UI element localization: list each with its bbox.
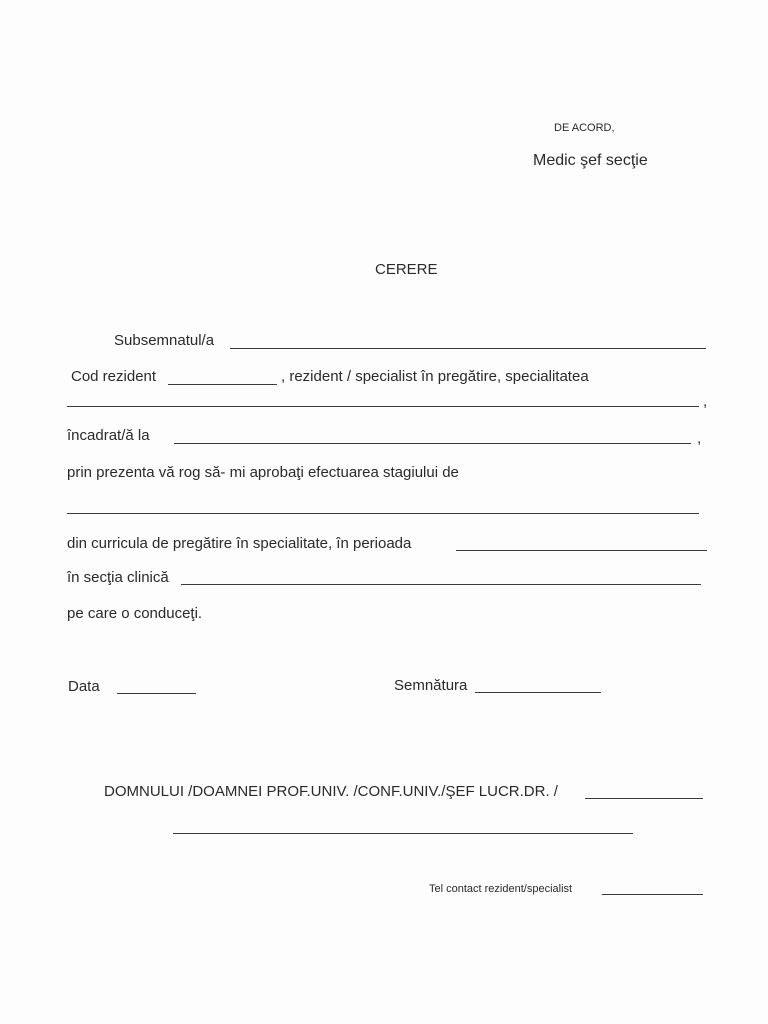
perioada-field[interactable] [456,550,707,551]
addressee-extra-field[interactable] [173,833,633,834]
cod-rezident-label: Cod rezident [71,368,157,385]
data-field[interactable] [117,693,196,694]
data-label: Data [68,678,100,695]
tel-contact-label: Tel contact rezident/specialist [429,883,573,895]
tel-contact-field[interactable] [602,894,703,895]
addressee-text: DOMNULUI /DOAMNEI PROF.UNIV. /CONF.UNIV./ŞEF LUCR.DR. / [104,783,558,800]
comma-2: , [697,430,702,447]
stagiu-field[interactable] [67,513,699,514]
din-curricula-label: din curricula de pregătire în specialitate, în perioada [67,535,412,552]
rezident-specialitate-label: , rezident / specialist în pregătire, specialitatea [281,368,589,385]
specialitate-field[interactable] [67,406,699,407]
approver-label: Medic şef secţie [533,152,648,169]
comma-1: , [703,393,708,410]
document-title: CERERE [375,261,438,278]
incadrat-label: încadrat/ă la [67,427,150,444]
subsemnatul-label: Subsemnatul/a [114,332,215,349]
approval-label: DE ACORD, [554,122,615,134]
cod-rezident-field[interactable] [168,384,277,385]
semnatura-field[interactable] [475,692,601,693]
subsemnatul-field[interactable] [230,348,706,349]
sectia-clinica-field[interactable] [181,584,701,585]
incadrat-field[interactable] [174,443,691,444]
addressee-name-field[interactable] [585,798,703,799]
sectia-clinica-label: în secţia clinică [67,569,169,586]
semnatura-label: Semnătura [394,677,468,694]
pe-care-text: pe care o conduceţi. [67,605,203,622]
prin-prezenta-text: prin prezenta vă rog să- mi aprobaţi efectuarea stagiului de [67,464,459,481]
